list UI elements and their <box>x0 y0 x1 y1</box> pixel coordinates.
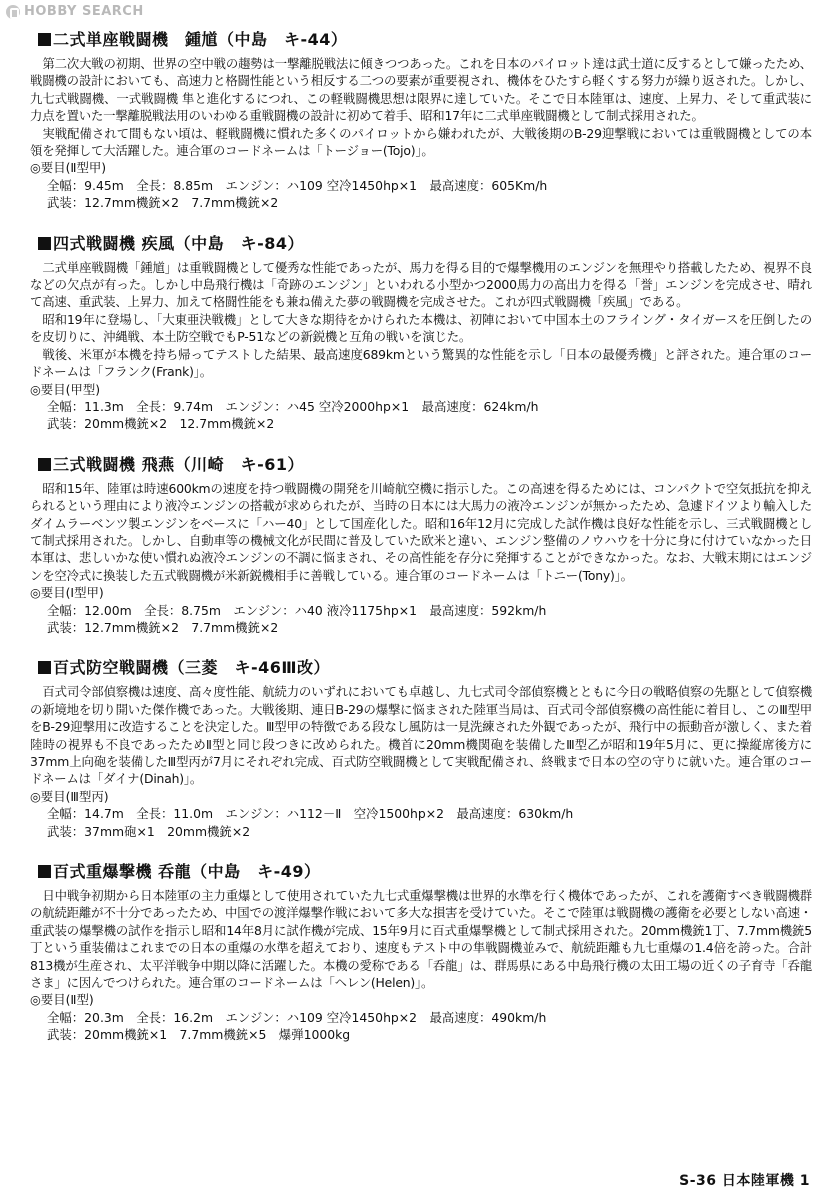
black-square-icon <box>38 458 51 471</box>
black-square-icon <box>38 33 51 46</box>
body-paragraph: 戦後、米軍が本機を持ち帰ってテストした結果、最高速度689kmという驚異的な性能を示し「日本の最優秀機」と評された。連合軍のコードネームは「フランク(Frank)」。 <box>30 346 812 380</box>
watermark-text: HOBBY SEARCH <box>24 4 144 19</box>
black-square-icon <box>38 865 51 878</box>
document-page <box>30 30 812 1066</box>
spec-line: 全幅：20.3m 全長：16.2m エンジン：ハ109 空冷1450hp×2 最高速度：490km/h <box>47 1009 547 1025</box>
aircraft-section <box>30 455 812 637</box>
spec-line: 武装：12.7mm機銃×2 7.7mm機銃×2 <box>47 619 279 635</box>
black-square-icon <box>38 661 51 674</box>
body-paragraph: 第二次大戦の初期、世界の空中戦の趨勢は一撃離脱戦法に傾きつつあった。これを日本のパイロット達は武士道に反するとして嫌ったため、戦闘機の設計においても、高速力と格闘性能という相反する二つの要素が重要視され、機体をひたすら軽くする努力が繰り返された。しかし、九七式戦闘機、一式戦闘機 隼と進化するにつれ、この軽戦闘機思想は限界に達していた。そこで日本陸軍は、速度、上昇力、そして重武装に力点を置いた一撃離脱戦法用のいわゆる重戦闘機の設計に初めて着手、昭和17年に二式単座戦闘機として制式採用された。 <box>30 56 812 124</box>
section-title: 三式戦闘機 飛燕（川崎 キ-61） <box>53 454 304 474</box>
aircraft-section <box>30 862 812 1044</box>
spec-line: 武装：20mm機銃×1 7.7mm機銃×5 爆弾1000kg <box>47 1027 351 1043</box>
section-heading <box>38 658 812 678</box>
section-title: 百式防空戦闘機（三菱 キ-46Ⅲ改） <box>53 658 331 678</box>
body-paragraph: 日中戦争初期から日本陸軍の主力重爆として使用されていた九七式重爆撃機は世界的水準を行く機体であったが、これを護衛すべき戦闘機群の航続距離が不十分であったため、中国での渡洋爆撃作戦において多大な損害を受けていた。そこで陸軍は戦闘機の護衛を必要としない高速・重武装の爆撃機の試作を指示し昭和14年8月に試作機が完成、15年9月に百式重爆撃機として制式採用された。20mm機銃1丁、7.7mm機銃5丁という重装備はこれまでの日本の重爆の水準を超えており、速度もテスト中の隼戦闘機並みで、航続距離も九七重爆の1.4倍を誇った。合計813機が生産され、太平洋戦争中期以降に活躍した。本機の愛称である「呑龍」は、群馬県にある中島飛行機の太田工場の近くの子育寺「呑龍さま」に因んでつけられた。連合軍のコードネームは「ヘレン(Helen)」。 <box>30 888 812 991</box>
spec-title: ◎要目(甲型) <box>30 381 101 397</box>
spec-line: 全幅：14.7m 全長：11.0m エンジン：ハ112－Ⅱ 空冷1500hp×2 最高速度：630km/h <box>47 806 574 822</box>
spec-title: ◎要目(Ⅱ型甲) <box>30 160 107 176</box>
body-paragraph: 昭和15年、陸軍は時速600kmの速度を持つ戦闘機の開発を川崎航空機に指示した。この高速を得るためには、コンパクトで空気抵抗を抑えられるという理由により液冷エンジンの搭載が求められたが、当時の日本には大馬力の液冷エンジンが無かったため、急遽ドイツより輸入したダイムラーベンツ製エンジンをベースに「ハー40」として国産化した。昭和16年12月に完成した試作機は良好な性能を示し、三式戦闘機として制式採用された。しかし、自動車等の機械文化が民間に普及していた欧米と違い、エンジン整備のノウハウを十分に身に付けていなかった日本軍は、悲しいかな使い慣れぬ液冷エンジンの不調に悩まされ、その高性能を存分に発揮することができなかった。なお、大戦末期にはエンジンを空冷式に換装した五式戦闘機が米新鋭機相手に善戦している。連合軍のコードネームは「トニー(Tony)」。 <box>30 480 812 583</box>
section-title: 二式単座戦闘機 鍾馗（中島 キ-44） <box>53 30 348 49</box>
spec-line: 全幅：9.45m 全長：8.85m エンジン：ハ109 空冷1450hp×1 最高速度：605Km/h <box>47 177 548 193</box>
section-heading <box>38 455 812 475</box>
body-paragraph: 二式単座戦闘機「鍾馗」は重戦闘機として優秀な性能であったが、馬力を得る目的で爆撃機用のエンジンを無理やり搭載したため、視界不良などの欠点が有った。しかし中島飛行機は「奇跡のエンジン」といわれる小型かつ2000馬力の高出力を得る「誉」エンジンを完成させ、晴れて高速、重武装、上昇力、加えて格闘性能をも兼ね備えた夢の戦闘機を完成させた。これが四式戦闘機「疾風」である。 <box>30 259 812 310</box>
section-heading <box>38 30 812 50</box>
section-heading <box>38 862 812 882</box>
spec-title: ◎要目(Ⅲ型丙) <box>30 788 109 804</box>
aircraft-section <box>30 30 812 212</box>
body-paragraph: 昭和19年に登場し、「大東亜決戦機」として大きな期待をかけられた本機は、初陣において中国本土のフライング・タイガースを圧倒したのを皮切りに、沖縄戦、本土防空戦でもP-51などの新鋭機と互角の戦いを演じた。 <box>30 311 812 345</box>
hobby-search-logo-icon <box>6 5 20 19</box>
page-footer-label: S-36 日本陸軍機 1 <box>679 1173 810 1189</box>
spec-line: 全幅：11.3m 全長：9.74m エンジン：ハ45 空冷2000hp×1 最高速度：624km/h <box>47 398 539 414</box>
spec-line: 武装：37mm砲×1 20mm機銃×2 <box>47 823 251 839</box>
aircraft-section <box>30 234 812 433</box>
spec-title: ◎要目(Ⅱ型) <box>30 992 94 1008</box>
spec-title: ◎要目(Ⅰ型甲) <box>30 585 104 601</box>
black-square-icon <box>38 237 51 250</box>
spec-line: 武装：20mm機銃×2 12.7mm機銃×2 <box>47 416 275 432</box>
section-title: 百式重爆撃機 呑龍（中島 キ-49） <box>53 862 321 882</box>
spec-line: 武装：12.7mm機銃×2 7.7mm機銃×2 <box>47 195 279 211</box>
body-paragraph: 百式司令部偵察機は速度、高々度性能、航続力のいずれにおいても卓越し、九七式司令部偵察機とともに今日の戦略偵察の先駆として偵察機の新境地を切り開いた傑作機であった。大戦後期、連日B-29の爆撃に悩まされた陸軍当局は、百式司令部偵察機の高性能に着目し、このⅢ型甲をB-29迎撃用に改造することを決定した。Ⅲ型甲の特徴である段なし風防は一見洗練された外観であったが、飛行中の振動音が激しく、また着陸時の視界も不良であったためⅡ型と同じ段つきに改められた。機首に20mm機関砲を装備したⅢ型乙が昭和19年5月に、更に操縦席後方に37mm上向砲を装備したⅢ型丙が7月にそれぞれ完成、百式防空戦闘機として実戦配備され、終戦まで日本の空の守りに就いた。連合軍のコードネームは「ダイナ(Dinah)」。 <box>30 684 812 787</box>
section-heading <box>38 234 812 254</box>
aircraft-section <box>30 658 812 840</box>
section-title: 四式戦闘機 疾風（中島 キ-84） <box>53 233 304 253</box>
body-paragraph: 実戦配備されて間もない頃は、軽戦闘機に慣れた多くのパイロットから嫌われたが、大戦後期のB-29迎撃戦においては重戦闘機としての本領を発揮して大活躍した。連合軍のコードネームは「トージョー(Tojo)」。 <box>30 125 812 159</box>
spec-line: 全幅：12.00m 全長：8.75m エンジン：ハ40 液冷1175hp×1 最高速度：592km/h <box>47 602 547 618</box>
watermark <box>6 4 144 19</box>
